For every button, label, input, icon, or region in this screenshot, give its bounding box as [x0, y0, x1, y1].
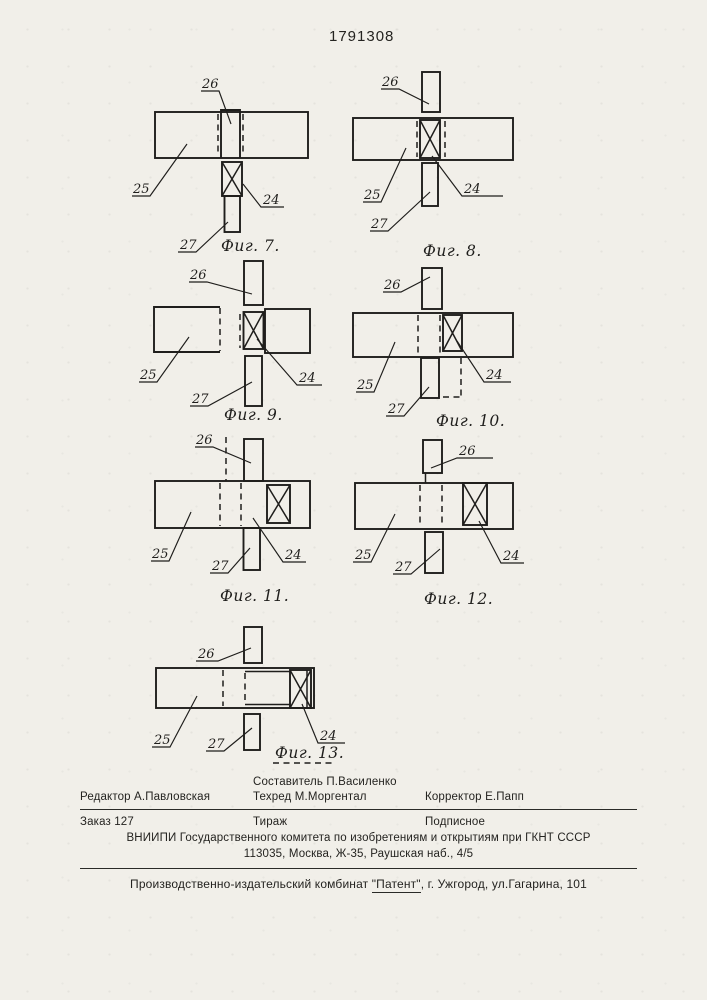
compiler-techred-credits: [253, 775, 425, 805]
figure-10-caption: Фиг. 10.: [436, 412, 506, 430]
leader-24: [457, 341, 511, 382]
ref-label-27: 27: [208, 737, 225, 752]
slot-dashed-lines: [420, 485, 442, 527]
ref-label-27: 27: [212, 559, 229, 574]
lower-stem: [245, 356, 262, 406]
ref-label-25: 25: [355, 548, 372, 563]
ref-label-24: 24: [320, 729, 337, 744]
lower-stem: [422, 163, 438, 206]
slot-dashed-lines: [418, 315, 440, 355]
subscription-label: Подписное: [425, 815, 486, 828]
figure-7-caption: Фиг. 7.: [221, 237, 280, 255]
ref-label-24: 24: [503, 549, 520, 564]
ref-label-24: 24: [285, 548, 302, 563]
order-row: [80, 815, 637, 830]
leader-26: [195, 447, 251, 463]
patent-number: 1791308: [329, 28, 395, 45]
lower-stem: [225, 196, 241, 232]
beam: [155, 112, 308, 158]
publisher-suffix: , г. Ужгород, ул.Гагарина, 101: [420, 876, 587, 891]
crossed-bush-x: [463, 483, 487, 525]
editor-credit: Редактор А.Павловская: [80, 790, 211, 803]
tirazh-label: Тираж: [253, 815, 288, 828]
lower-stem: [425, 532, 443, 573]
ref-label-26: 26: [382, 75, 399, 90]
credits-row: [80, 775, 637, 805]
leader-26: [189, 282, 252, 294]
publisher-name: "Патент": [371, 876, 421, 891]
figure-7: [132, 77, 308, 255]
ref-label-26: 26: [196, 433, 213, 448]
figure-13-caption: Фиг. 13.: [275, 744, 345, 762]
figure-9-caption: Фиг. 9.: [224, 406, 283, 424]
techred-credit: Техред М.Моргентал: [253, 790, 367, 803]
committee-line: ВНИИПИ Государственного комитета по изобретениям и открытиям при ГКНТ СССР: [126, 831, 591, 844]
insert-plate: [221, 110, 240, 158]
phantom-outline: [443, 358, 461, 397]
ref-label-27: 27: [180, 238, 197, 253]
crossed-bush-x: [290, 670, 311, 708]
ref-label-24: 24: [299, 371, 316, 386]
ref-label-26: 26: [459, 444, 476, 459]
compiler-credit: Составитель П.Василенко: [253, 776, 397, 788]
divider-rule-bottom: [80, 868, 637, 869]
lower-stem: [421, 358, 439, 398]
ref-label-25: 25: [364, 188, 381, 203]
address-line: 113035, Москва, Ж-35, Раушская наб., 4/5: [243, 847, 474, 860]
beam: [355, 483, 513, 529]
ref-label-27: 27: [192, 392, 209, 407]
crossed-bush-x: [420, 120, 440, 158]
leader-26: [431, 458, 493, 468]
publisher-line: [80, 877, 637, 893]
publisher-prefix: Производственно-издательский комбинат: [130, 876, 372, 891]
figure-12-caption: Фиг. 12.: [424, 590, 494, 608]
ref-label-26: 26: [202, 77, 219, 92]
crossed-bush-x: [267, 485, 290, 523]
figure-8-caption: Фиг. 8.: [423, 242, 482, 260]
ref-label-25: 25: [357, 378, 374, 393]
colophon: [80, 775, 637, 892]
ref-label-25: 25: [133, 182, 150, 197]
ref-label-27: 27: [371, 217, 388, 232]
beam: [155, 481, 310, 528]
left-beam: [154, 307, 220, 352]
beam: [353, 118, 513, 160]
right-beam: [265, 309, 310, 353]
beam: [353, 313, 513, 357]
leader-26: [201, 91, 231, 124]
order-number: Заказ 127: [80, 815, 134, 828]
ref-label-24: 24: [464, 182, 481, 197]
corrector-credit: Корректор Е.Папп: [425, 790, 524, 803]
crossed-bush-x: [222, 162, 242, 196]
figure-10: [353, 268, 513, 430]
figure-9: [139, 261, 322, 424]
upper-stem: [422, 72, 440, 112]
upper-stem: [422, 268, 442, 309]
slot-dashed-lines: [220, 483, 241, 526]
ref-label-27: 27: [388, 402, 405, 417]
slot-dashed-lines: [223, 670, 245, 706]
figure-11-caption: Фиг. 11.: [220, 587, 290, 605]
crossed-bush-x: [443, 315, 462, 351]
ref-label-26: 26: [190, 268, 207, 283]
figure-12: [353, 440, 524, 608]
figure-13: [152, 627, 345, 763]
ref-label-25: 25: [154, 733, 171, 748]
lower-stem: [244, 528, 261, 570]
ref-label-24: 24: [486, 368, 503, 383]
ref-label-27: 27: [395, 560, 412, 575]
figure-11: [151, 433, 310, 605]
ref-label-25: 25: [152, 547, 169, 562]
figure-8: [353, 72, 513, 260]
ref-label-26: 26: [384, 278, 401, 293]
upper-stem: [423, 440, 442, 473]
insert-plate-lines: [245, 672, 290, 705]
ref-label-24: 24: [263, 193, 280, 208]
upper-stem: [244, 439, 263, 481]
upper-stem: [244, 627, 262, 663]
ref-label-25: 25: [140, 368, 157, 383]
divider-rule-top: [80, 809, 637, 810]
upper-stem: [244, 261, 263, 305]
ref-label-26: 26: [198, 647, 215, 662]
